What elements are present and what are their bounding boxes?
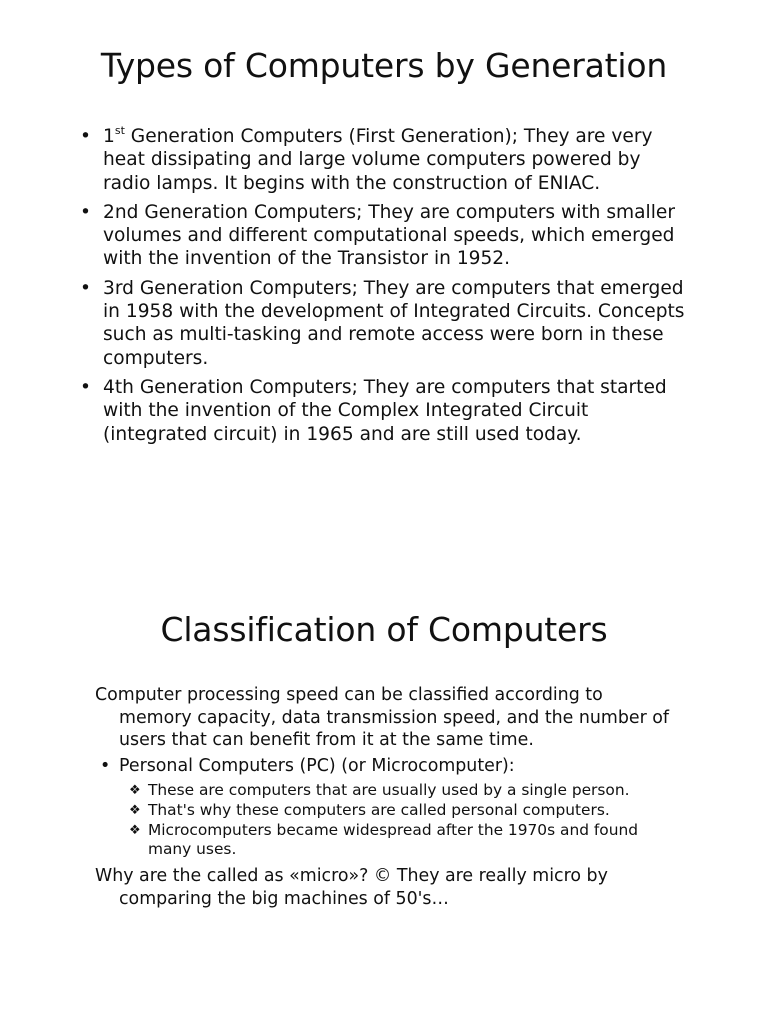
sub-item-text: These are computers that are usually used by a single person. — [148, 781, 630, 799]
classification-list — [95, 755, 675, 860]
bullet-icon: • — [80, 201, 91, 223]
diamond-bullet-icon: ❖ — [129, 823, 141, 838]
item-text: 4th Generation Computers; They are computers that started with the invention of the Complex Integrated Circuit (integrated circuit) in 1965 and are still used today. — [103, 376, 667, 445]
sub-list-item — [129, 821, 675, 859]
sub-item-text: That's why these computers are called personal computers. — [148, 801, 610, 819]
generation-list — [80, 125, 692, 452]
slide-classification — [0, 512, 768, 1024]
list-item — [80, 376, 692, 446]
item-label: Personal Computers (PC) (or Microcomputer): — [119, 755, 515, 776]
slide-title: Classification of Computers — [160, 610, 608, 649]
sub-list-item — [129, 801, 675, 820]
diamond-bullet-icon: ❖ — [129, 803, 141, 818]
slide-title: Types of Computers by Generation — [100, 46, 668, 85]
sub-list — [129, 781, 675, 859]
bullet-icon: • — [80, 126, 91, 147]
sub-list-item — [129, 781, 675, 800]
list-item — [80, 201, 692, 271]
bullet-icon: • — [80, 277, 91, 299]
item-superscript: st — [114, 123, 125, 137]
item-text: 2nd Generation Computers; They are computers with smaller volumes and different computational speeds, which emerged with the invention of the Transistor in 1952. — [103, 201, 675, 270]
list-item — [80, 125, 692, 195]
intro-paragraph: Computer processing speed can be classified according to memory capacity, data transmission speed, and the number of users that can benefit from it at the same time. — [95, 685, 670, 750]
closing-paragraph: Why are the called as «micro»? © They are really micro by comparing the big machines of 50's… — [95, 866, 608, 909]
slide-body — [95, 684, 675, 910]
list-item — [95, 755, 675, 860]
bullet-icon: • — [100, 755, 111, 776]
bullet-icon: • — [80, 376, 91, 398]
diamond-bullet-icon: ❖ — [129, 783, 141, 798]
item-text: Generation Computers (First Generation); They are very heat dissipating and large volume computers powered by radio lamps. It begins with the construction of ENIAC. — [103, 126, 653, 194]
item-text: 3rd Generation Computers; They are computers that emerged in 1958 with the development of Integrated Circuits. Concepts such as multi-tasking and remote access were born in these computers. — [103, 277, 685, 369]
list-item — [80, 277, 692, 370]
item-prefix: 1 — [103, 126, 115, 147]
sub-item-text: Microcomputers became widespread after the 1970s and found many uses. — [148, 821, 638, 858]
